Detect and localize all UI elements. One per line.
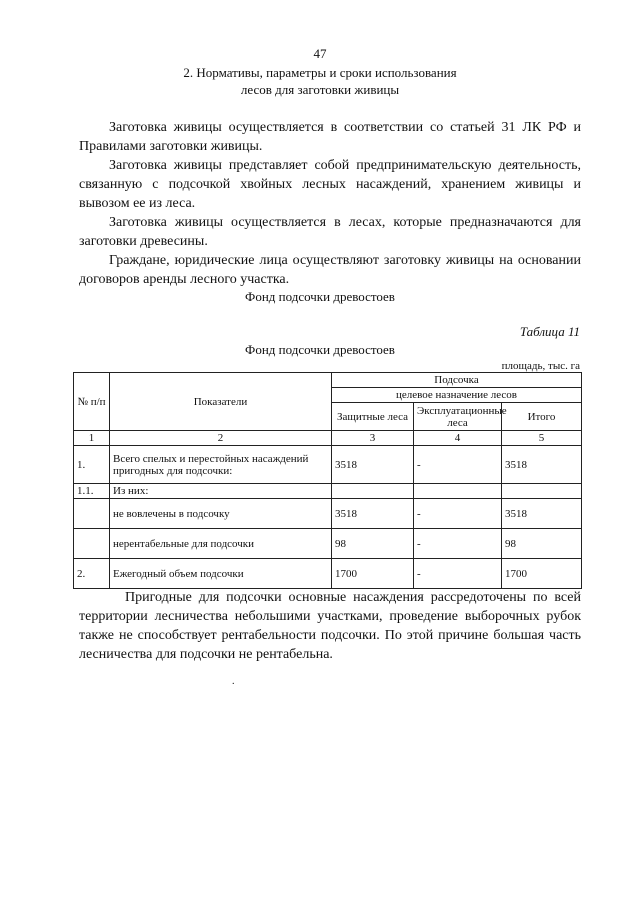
cell-protective: 98 [332,529,414,559]
header-subgroup: целевое назначение лесов [332,388,582,403]
cell-total: 3518 [502,499,582,529]
row-num: 1. [74,446,110,484]
paragraph: Заготовка живицы осуществляется в лесах, которые предназначаются для заготовки древесины. [79,215,581,249]
cell-protective [332,484,414,499]
table-row [74,559,582,589]
header-row [74,373,582,388]
column-number-row [74,431,582,446]
table-title: Фонд подсочки древостоев [245,342,395,357]
table-units: площадь, тыс. га [501,360,580,372]
row-num [74,529,110,559]
header-total: Итого [502,403,582,431]
cell-exploitation: - [414,499,502,529]
cell-total: 3518 [502,446,582,484]
cell-total: 1700 [502,559,582,589]
row-label: Из них: [110,484,332,499]
paragraph: Заготовка живицы осуществляется в соответствии со статьей 31 ЛК РФ и Правилами заготовки живицы. [79,120,581,154]
row-label: Всего спелых и перестойных насаждений пригодных для подсочки: [110,446,332,484]
table-row [74,529,582,559]
header-indicator: Показатели [110,373,332,431]
row-num [74,499,110,529]
table-row [74,446,582,484]
header-group: Подсочка [332,373,582,388]
cell-protective: 1700 [332,559,414,589]
row-label: нерентабельные для подсочки [110,529,332,559]
row-num: 1.1. [74,484,110,499]
header-exploitation: Эксплуатационные леса [414,403,502,431]
column-number: 5 [502,431,582,446]
row-label: Ежегодный объем подсочки [110,559,332,589]
cell-protective: 3518 [332,446,414,484]
section-title-line-1: 2. Нормативы, параметры и сроки использования [183,65,457,80]
cell-protective: 3518 [332,499,414,529]
table-row [74,484,582,499]
paragraph: Заготовка живицы представляет собой предпринимательскую деятельность, связанную с подсочкой хвойных лесных насаждений, хранением живицы и вывозом ее из леса. [79,158,581,211]
data-table [73,372,582,589]
row-num: 2. [74,559,110,589]
paragraph: Граждане, юридические лица осуществляют заготовку живицы на основании договоров аренды лесного участка. [79,253,581,287]
header-num: № п/п [74,373,110,431]
stray-mark: . [232,676,235,687]
column-number: 1 [74,431,110,446]
page-number: 47 [313,46,327,61]
header-protective: Защитные леса [332,403,414,431]
cell-total: 98 [502,529,582,559]
cell-exploitation: - [414,529,502,559]
column-number: 4 [414,431,502,446]
cell-exploitation: - [414,559,502,589]
column-number: 2 [110,431,332,446]
body-text [79,118,581,289]
cell-exploitation: - [414,446,502,484]
subheading: Фонд подсочки древостоев [245,289,395,304]
column-number: 3 [332,431,414,446]
closing-paragraph: Пригодные для подсочки основные насаждения рассредоточены по всей территории лесничества небольшими участками, проведение выборочных рубок также не способствует рентабельности подсочки. По этой причине большая часть лесничества для подсочки не рентабельна. [79,590,581,662]
table-row [74,499,582,529]
row-label: не вовлечены в подсочку [110,499,332,529]
table-label: Таблица 11 [519,324,580,339]
section-title-line-2: лесов для заготовки живицы [240,82,400,97]
cell-total [502,484,582,499]
cell-exploitation [414,484,502,499]
section-heading [0,64,640,98]
